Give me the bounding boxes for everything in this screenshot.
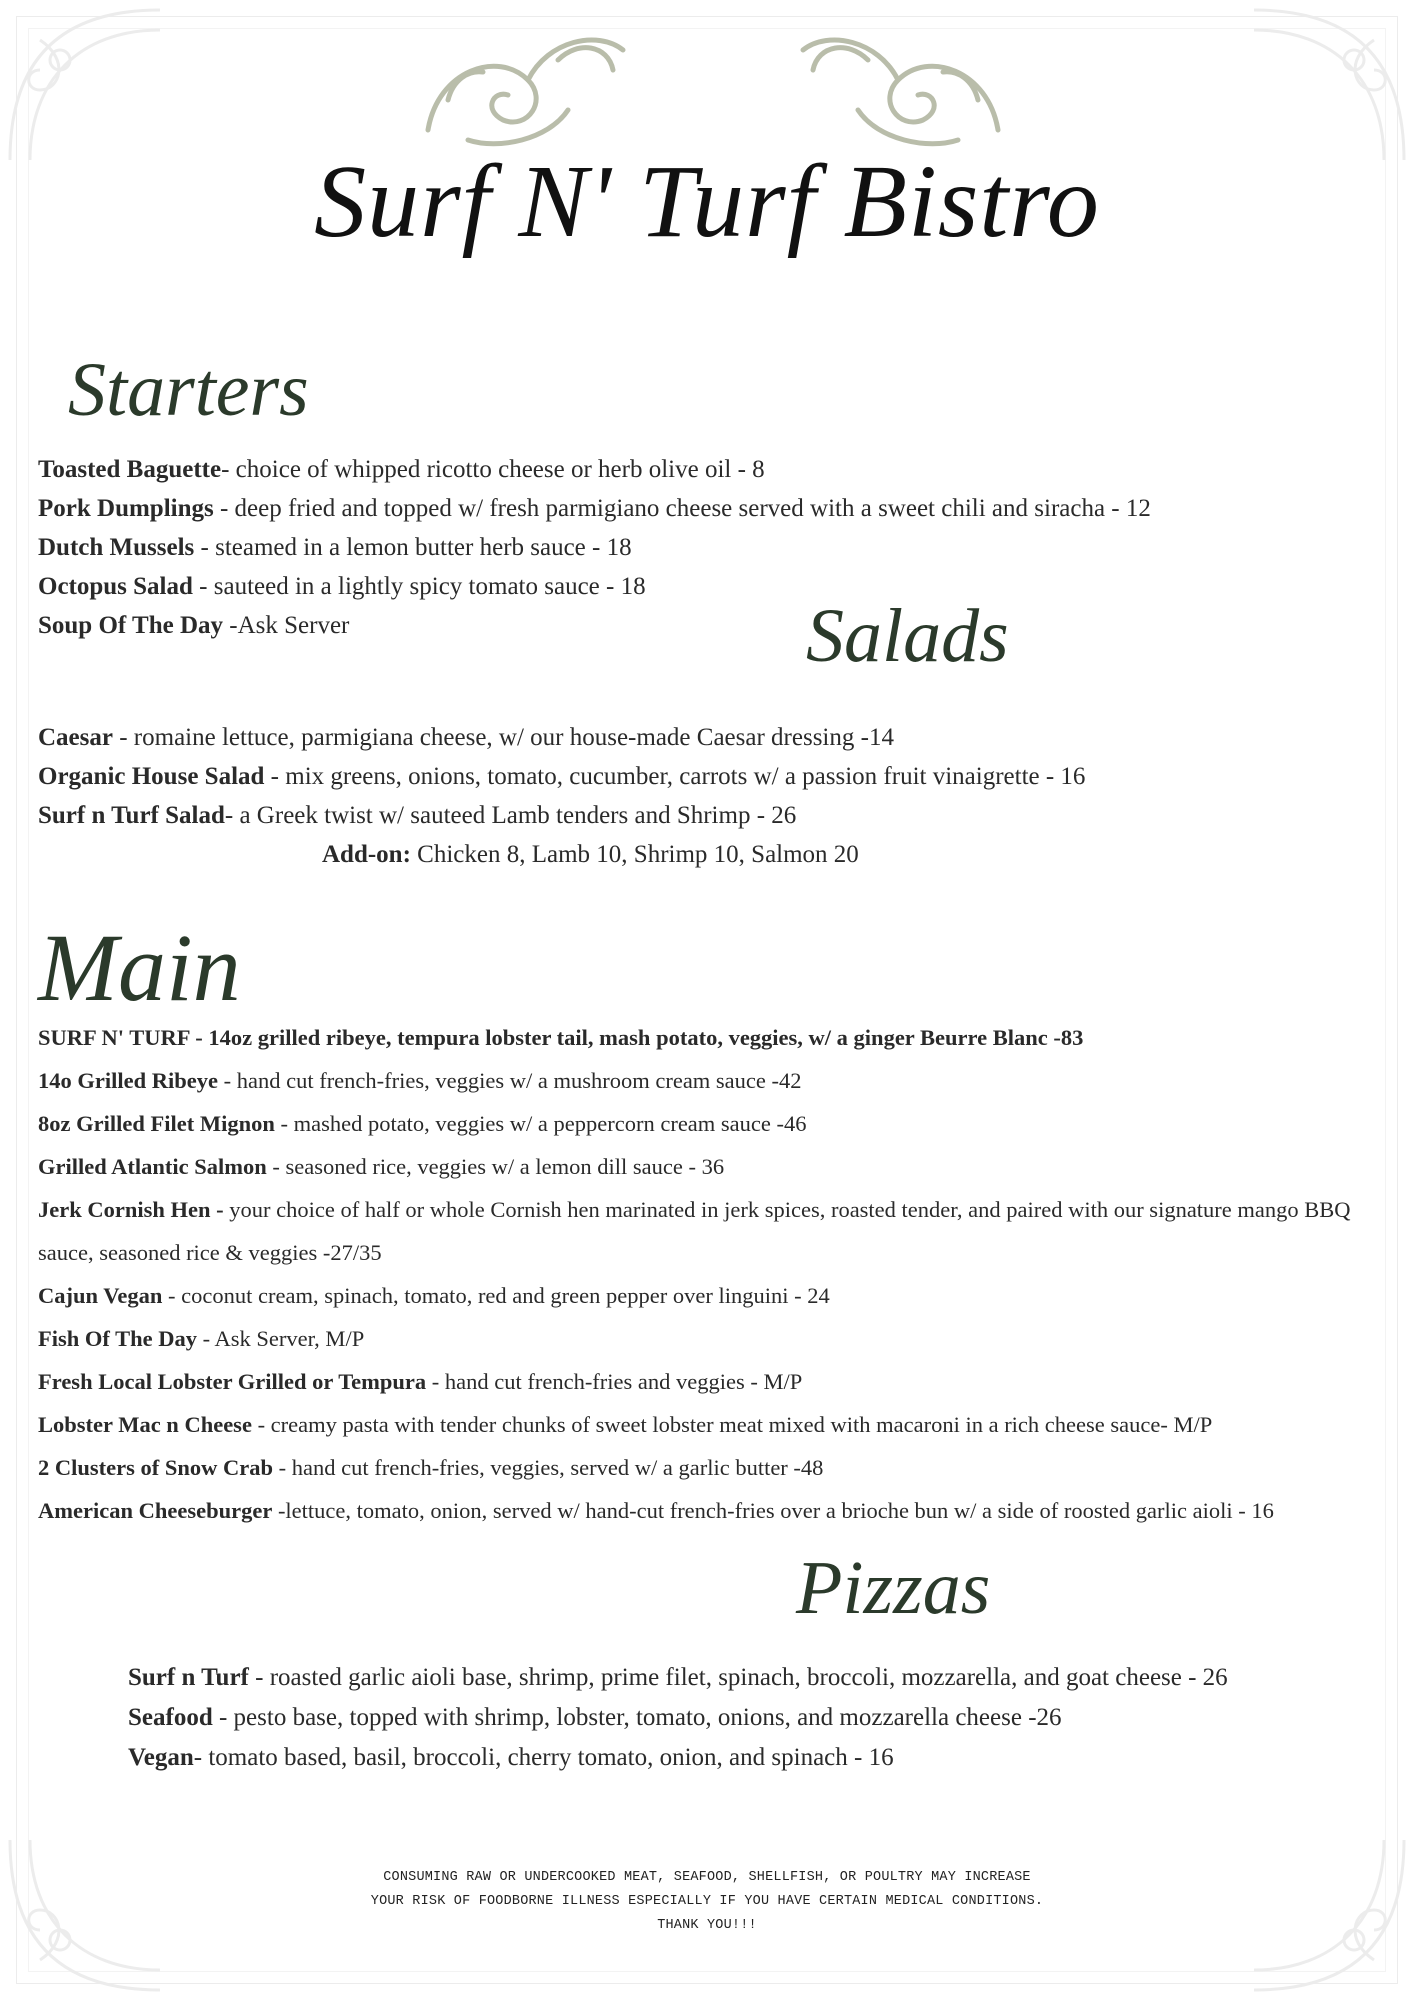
food-safety-disclaimer xyxy=(0,1866,1414,1938)
corner-ornament-icon xyxy=(0,0,170,170)
list-item: Lobster Mac n Cheese - creamy pasta with tender chunks of sweet lobster meat mixed with macaroni in a rich cheese sauce- M/P xyxy=(38,1412,1213,1437)
disclaimer-line: YOUR RISK OF FOODBORNE ILLNESS ESPECIALLY IF YOU HAVE CERTAIN MEDICAL CONDITIONS. xyxy=(370,1894,1044,1909)
list-item: Organic House Salad - mix greens, onions, tomato, cucumber, carrots w/ a passion fruit vinaigrette - 16 xyxy=(38,763,1086,790)
list-item: Dutch Mussels - steamed in a lemon butter herb sauce - 18 xyxy=(38,534,632,561)
list-item: Pork Dumplings - deep fried and topped w/ fresh parmigiano cheese served with a sweet chili and siracha - 12 xyxy=(38,495,1151,522)
list-item: SURF N' TURF - 14oz grilled ribeye, tempura lobster tail, mash potato, veggies, w/ a ginger Beurre Blanc -83 xyxy=(38,1025,1084,1050)
main-list xyxy=(38,1016,1388,1532)
salads-heading: Salads xyxy=(806,594,1009,678)
pizzas-heading: Pizzas xyxy=(796,1546,991,1630)
disclaimer-line: CONSUMING RAW OR UNDERCOOKED MEAT, SEAFOOD, SHELLFISH, OR POULTRY MAY INCREASE xyxy=(383,1870,1031,1885)
list-item: Caesar - romaine lettuce, parmigiana cheese, w/ our house-made Caesar dressing -14 xyxy=(38,724,894,751)
list-item: Soup Of The Day -Ask Server xyxy=(38,612,350,639)
main-heading: Main xyxy=(38,914,241,1021)
list-item: Seafood - pesto base, topped with shrimp, lobster, tomato, onions, and mozzarella cheese -26 xyxy=(128,1704,1062,1731)
list-item: Surf n Turf - roasted garlic aioli base, shrimp, prime filet, spinach, broccoli, mozzarella, and goat cheese - 26 xyxy=(128,1664,1228,1691)
list-item: Jerk Cornish Hen - your choice of half or whole Cornish hen marinated in jerk spices, roasted tender, and paired with our signature mango BBQ sauce, seasoned rice & veggies -27/35 xyxy=(38,1197,1351,1265)
list-item: Toasted Baguette- choice of whipped ricotto cheese or herb olive oil - 8 xyxy=(38,456,765,483)
list-item: Cajun Vegan - coconut cream, spinach, tomato, red and green pepper over linguini - 24 xyxy=(38,1283,830,1308)
pizzas-list xyxy=(128,1658,1228,1778)
disclaimer-line: THANK YOU!!! xyxy=(657,1918,757,1933)
salads-list xyxy=(38,718,1085,835)
acanthus-flourish-icon xyxy=(408,10,638,160)
list-item: Octopus Salad - sauteed in a lightly spicy tomato sauce - 18 xyxy=(38,573,646,600)
list-item: 8oz Grilled Filet Mignon - mashed potato, veggies w/ a peppercorn cream sauce -46 xyxy=(38,1111,807,1136)
acanthus-flourish-icon xyxy=(788,10,1018,160)
list-item: Grilled Atlantic Salmon - seasoned rice, veggies w/ a lemon dill sauce - 36 xyxy=(38,1154,725,1179)
restaurant-title: Surf N' Turf Bistro xyxy=(314,144,1100,259)
list-item: Fish Of The Day - Ask Server, M/P xyxy=(38,1326,365,1351)
list-item: American Cheeseburger -lettuce, tomato, onion, served w/ hand-cut french-fries over a brioche bun w/ a side of roosted garlic aioli - 16 xyxy=(38,1498,1274,1523)
list-item: Surf n Turf Salad- a Greek twist w/ sauteed Lamb tenders and Shrimp - 26 xyxy=(38,802,797,829)
list-item: Fresh Local Lobster Grilled or Tempura - hand cut french-fries and veggies - M/P xyxy=(38,1369,803,1394)
list-item: Vegan- tomato based, basil, broccoli, cherry tomato, onion, and spinach - 16 xyxy=(128,1744,894,1771)
list-item: 2 Clusters of Snow Crab - hand cut french-fries, veggies, served w/ a garlic butter -48 xyxy=(38,1455,824,1480)
list-item: 14o Grilled Ribeye - hand cut french-fries, veggies w/ a mushroom cream sauce -42 xyxy=(38,1068,802,1093)
starters-heading: Starters xyxy=(68,348,309,432)
corner-ornament-icon xyxy=(1244,0,1414,170)
salad-addons: Add-on: Chicken 8, Lamb 10, Shrimp 10, Salmon 20 xyxy=(322,841,859,868)
